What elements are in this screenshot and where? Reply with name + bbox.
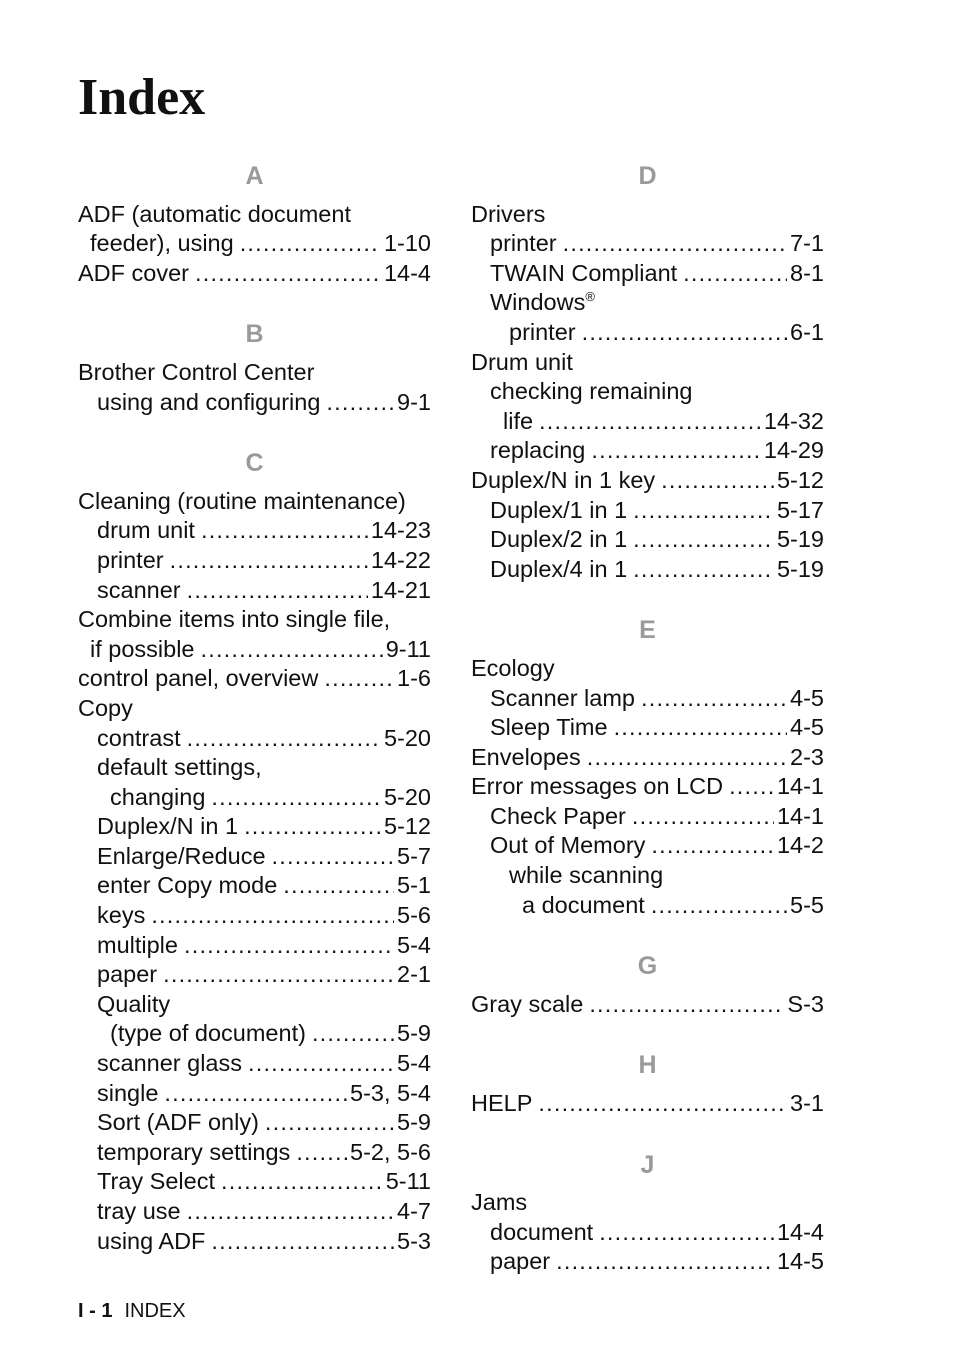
index-entry — [78, 694, 431, 724]
entry-text: Scanner lamp — [490, 684, 635, 711]
entry-page: 5-4 — [397, 1050, 431, 1077]
leader-dots — [170, 546, 368, 576]
entry-text: Duplex/1 in 1 — [490, 496, 628, 523]
entry-text: Combine items into single file, — [78, 606, 391, 633]
section-letter-g: G — [637, 952, 658, 981]
index-entry — [471, 318, 824, 348]
leader-dots — [151, 901, 394, 931]
entry-page: 4-5 — [790, 714, 824, 741]
entry-page: 5-2, 5-6 — [350, 1138, 431, 1165]
entry-page: 1-10 — [383, 230, 431, 257]
entry-text: Gray scale — [471, 990, 584, 1017]
registered-mark: ® — [585, 289, 595, 305]
index-entry — [471, 1089, 824, 1119]
leader-dots — [589, 990, 784, 1020]
entry-page: 4-5 — [790, 684, 824, 711]
entry-text: Jams — [471, 1189, 528, 1216]
index-entry — [471, 555, 824, 585]
entry-text: keys — [97, 902, 146, 929]
entry-text: multiple — [97, 931, 178, 958]
entry-page: 1-6 — [397, 665, 431, 692]
entry-page: 14-29 — [763, 437, 824, 464]
leader-dots — [184, 931, 394, 961]
entry-text: if possible — [90, 635, 195, 662]
entry-text: Enlarge/Reduce — [97, 842, 266, 869]
entry-page: 14-32 — [763, 407, 824, 434]
section-letter-j: J — [640, 1150, 655, 1179]
leader-dots — [587, 743, 787, 773]
entry-page: 5-7 — [397, 842, 431, 869]
entry-text: Duplex/4 in 1 — [490, 555, 628, 582]
leader-dots — [296, 1138, 347, 1168]
index-entry — [78, 960, 431, 990]
entry-text: life — [503, 407, 534, 434]
entry-text: HELP — [471, 1090, 533, 1117]
entry-text: Out of Memory — [490, 832, 646, 859]
entry-text: default settings, — [97, 754, 262, 781]
index-entry — [471, 259, 824, 289]
entry-page: 7-1 — [790, 230, 824, 257]
entry-page: 5-11 — [385, 1168, 431, 1195]
entry-text: Copy — [78, 694, 133, 721]
entry-page: 5-1 — [397, 872, 431, 899]
leader-dots — [187, 576, 368, 606]
entry-page: 9-1 — [397, 388, 431, 415]
section-letter-a: A — [245, 162, 264, 190]
leader-dots — [211, 783, 381, 813]
entry-text: temporary settings — [97, 1138, 291, 1165]
leader-dots — [633, 555, 774, 585]
index-entry — [471, 436, 824, 466]
index-entry — [471, 990, 824, 1020]
leader-dots — [221, 1167, 383, 1197]
index-entry — [78, 546, 431, 576]
entry-text: Duplex/2 in 1 — [490, 526, 628, 553]
leader-dots — [326, 388, 394, 418]
entry-text: TWAIN Compliant — [490, 259, 678, 286]
index-entry — [78, 724, 431, 754]
entry-page: 5-17 — [776, 496, 824, 523]
index-entry — [78, 1019, 431, 1049]
index-entry — [78, 871, 431, 901]
entry-text: Drivers — [471, 200, 546, 227]
leader-dots — [556, 1247, 774, 1277]
index-entry — [471, 288, 824, 318]
entry-text: Ecology — [471, 654, 555, 681]
index-entry — [471, 891, 824, 921]
entry-page: 5-19 — [776, 526, 824, 553]
index-entry — [471, 802, 824, 832]
index-entry — [78, 1079, 431, 1109]
index-entry — [471, 407, 824, 437]
section-letter-e: E — [639, 616, 656, 645]
index-entry — [471, 348, 824, 378]
entry-text: ADF cover — [78, 259, 189, 286]
leader-dots — [651, 891, 787, 921]
leader-dots — [244, 812, 381, 842]
entry-page: 5-20 — [383, 724, 431, 751]
entry-text: replacing — [490, 437, 586, 464]
leader-dots — [538, 1089, 787, 1119]
entry-page: 14-2 — [776, 832, 824, 859]
entry-text: Brother Control Center — [78, 358, 315, 385]
index-entry — [78, 635, 431, 665]
leader-dots — [633, 525, 774, 555]
leader-dots — [599, 1218, 774, 1248]
footer-label: INDEX — [124, 1300, 186, 1322]
index-entry — [78, 1227, 431, 1257]
entry-text: Check Paper — [490, 802, 626, 829]
leader-dots — [312, 1019, 394, 1049]
entry-page: 14-1 — [776, 802, 824, 829]
entry-page: 2-3 — [790, 743, 824, 770]
leader-dots — [240, 229, 381, 259]
index-entry — [78, 931, 431, 961]
entry-page: 5-5 — [790, 891, 824, 918]
index-entry — [78, 576, 431, 606]
entry-text: Cleaning (routine maintenance) — [78, 487, 406, 514]
leader-dots — [201, 635, 383, 665]
index-column-left — [78, 160, 431, 1256]
entry-text: using ADF — [97, 1227, 206, 1254]
leader-dots — [248, 1049, 394, 1079]
index-entry — [471, 654, 824, 684]
entry-page: 6-1 — [790, 318, 824, 345]
page-footer — [78, 1300, 186, 1323]
index-entry — [78, 842, 431, 872]
entry-page: 14-23 — [370, 517, 431, 544]
index-entry — [471, 377, 824, 407]
entry-page: 14-4 — [776, 1218, 824, 1245]
index-entry — [78, 783, 431, 813]
index-entry — [78, 229, 431, 259]
index-entry — [78, 1167, 431, 1197]
entry-text: changing — [110, 783, 206, 810]
leader-dots — [563, 229, 787, 259]
index-entry — [78, 664, 431, 694]
entry-page: 5-4 — [397, 931, 431, 958]
entry-text: Duplex/N in 1 — [97, 813, 239, 840]
entry-text: enter Copy mode — [97, 872, 278, 899]
entry-page: 14-4 — [383, 259, 431, 286]
entry-page: 14-1 — [776, 773, 824, 800]
entry-page: 5-3, 5-4 — [350, 1079, 431, 1106]
entry-text: tray use — [97, 1198, 181, 1224]
index-entry — [78, 605, 431, 635]
entry-page: 5-20 — [383, 783, 431, 810]
entry-text: while scanning — [509, 862, 664, 889]
index-entry — [471, 713, 824, 743]
index-entry — [78, 487, 431, 517]
index-entry — [78, 516, 431, 546]
entry-text: paper — [97, 961, 158, 988]
entry-page: 5-9 — [397, 1109, 431, 1136]
entry-page: 14-22 — [370, 546, 431, 573]
leader-dots — [539, 407, 761, 437]
index-entry — [78, 1197, 431, 1227]
index-entry — [78, 388, 431, 418]
index-entry — [78, 259, 431, 289]
leader-dots — [265, 1108, 394, 1138]
entry-page: 9-11 — [385, 635, 431, 662]
index-entry — [78, 990, 431, 1020]
entry-text: paper — [490, 1248, 551, 1275]
leader-dots — [164, 1079, 347, 1109]
entry-text: printer — [509, 318, 576, 345]
leader-dots — [163, 960, 394, 990]
entry-page: 14-21 — [370, 576, 431, 603]
entry-page: 14-5 — [776, 1248, 824, 1275]
index-entry — [471, 861, 824, 891]
entry-text: a document — [522, 891, 645, 918]
entry-text: Duplex/N in 1 key — [471, 466, 656, 493]
index-entry — [471, 466, 824, 496]
leader-dots — [641, 684, 787, 714]
entry-text: Sleep Time — [490, 714, 608, 741]
leader-dots — [201, 516, 368, 546]
entry-text: ADF (automatic document — [78, 200, 351, 227]
leader-dots — [187, 724, 381, 754]
index-entry — [471, 772, 824, 802]
index-entry — [471, 1188, 824, 1218]
index-entry — [471, 684, 824, 714]
entry-text: Sort (ADF only) — [97, 1109, 259, 1136]
entry-text: scanner glass — [97, 1050, 242, 1077]
entry-text: using and configuring — [97, 388, 321, 415]
leader-dots — [283, 871, 394, 901]
entry-text: Drum unit — [471, 348, 573, 375]
entry-text: printer — [97, 546, 164, 573]
entry-text: Quality — [97, 990, 171, 1017]
entry-text: checking remaining — [490, 378, 693, 405]
page-title: Index — [78, 69, 206, 126]
entry-page: 8-1 — [790, 259, 824, 286]
entry-text: Error messages on LCD — [471, 773, 724, 800]
index-entry — [471, 1218, 824, 1248]
entry-page: 5-12 — [383, 813, 431, 840]
leader-dots — [211, 1227, 394, 1257]
entry-text: drum unit — [97, 517, 195, 544]
entry-text: (type of document) — [110, 1020, 306, 1047]
entry-text: contrast — [97, 724, 181, 751]
entry-page: 5-6 — [397, 902, 431, 929]
leader-dots — [729, 772, 774, 802]
entry-text: Windows — [490, 289, 586, 316]
leader-dots — [651, 831, 774, 861]
index-entry — [471, 743, 824, 773]
index-entry — [471, 831, 824, 861]
leader-dots — [187, 1197, 394, 1227]
entry-page: 3-1 — [790, 1090, 824, 1117]
entry-page: 4-7 — [397, 1198, 431, 1224]
section-letter-c: C — [245, 449, 264, 478]
index-entry — [78, 1049, 431, 1079]
index-entry — [78, 901, 431, 931]
leader-dots — [614, 713, 787, 743]
index-entry — [471, 1247, 824, 1277]
leader-dots — [324, 664, 394, 694]
section-letter-h: H — [638, 1051, 657, 1080]
leader-dots — [683, 259, 787, 289]
entry-text: single — [97, 1079, 159, 1106]
entry-page: 5-19 — [776, 555, 824, 582]
index-entry — [78, 200, 431, 230]
index-column-right — [471, 160, 824, 1277]
leader-dots — [582, 318, 787, 348]
entry-page: S-3 — [787, 990, 824, 1017]
entry-page: 5-12 — [776, 466, 824, 493]
leader-dots — [632, 802, 774, 832]
entry-page: 5-9 — [397, 1020, 431, 1047]
section-letter-b: B — [245, 320, 264, 349]
entry-text: feeder), using — [90, 230, 234, 257]
index-entry — [78, 358, 431, 388]
index-entry — [78, 1138, 431, 1168]
index-entry — [78, 1108, 431, 1138]
index-entry — [471, 200, 824, 230]
leader-dots — [633, 496, 774, 526]
entry-text: Tray Select — [97, 1168, 215, 1195]
entry-text: scanner — [97, 576, 181, 603]
leader-dots — [195, 259, 381, 289]
index-entry — [471, 496, 824, 526]
section-letter-d: D — [638, 162, 657, 190]
entry-text: document — [490, 1218, 594, 1245]
entry-text: Envelopes — [471, 743, 581, 770]
leader-dots — [591, 436, 761, 466]
leader-dots — [661, 466, 774, 496]
index-entry — [471, 229, 824, 259]
page-number: I - 1 — [78, 1300, 113, 1322]
index-entry — [78, 812, 431, 842]
entry-page: 2-1 — [397, 961, 431, 988]
index-entry — [471, 525, 824, 555]
entry-text: printer — [490, 230, 557, 257]
entry-text: control panel, overview — [78, 665, 319, 692]
entry-page: 5-3 — [397, 1227, 431, 1254]
leader-dots — [272, 842, 395, 872]
index-entry — [78, 753, 431, 783]
